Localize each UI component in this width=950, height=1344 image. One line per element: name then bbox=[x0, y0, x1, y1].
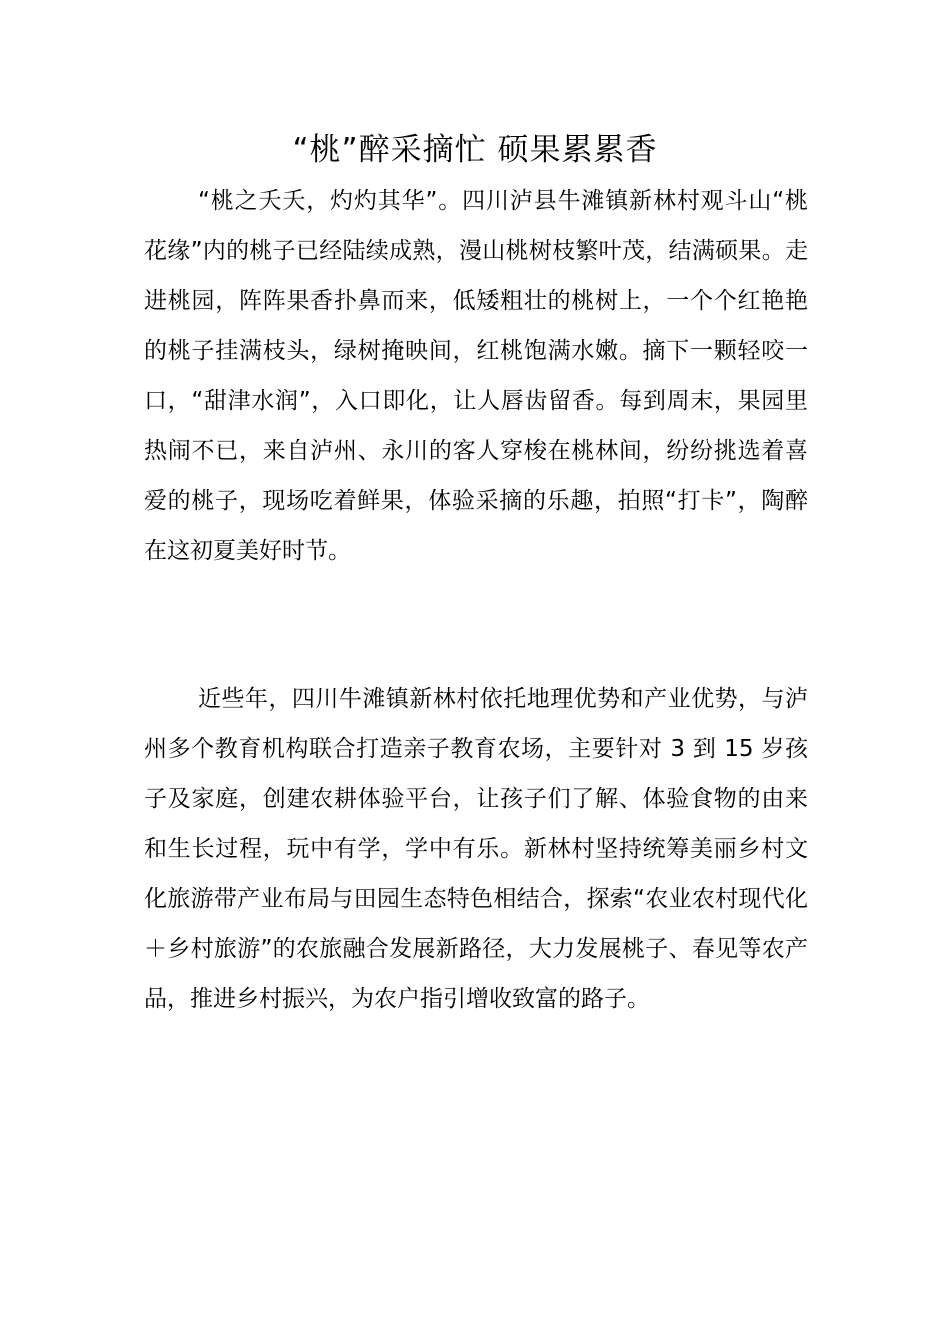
article-title: “桃”醉采摘忙 硕果累累香 bbox=[292, 132, 658, 168]
article-paragraph-1: “桃之夭夭，灼灼其华”。四川泸县牛滩镇新林村观斗山“桃花缘”内的桃子已经陆续成熟，漫山桃树枝繁叶茂，结满硕果。走进桃园，阵阵果香扑鼻而来，低矮粗壮的桃树上，一个个红艳艳的桃子挂满枝头，绿树掩映间，红桃饱满水嫩。摘下一颗轻咬一口，“甜津水润”，入口即化，让人唇齿留香。每到周末，果园里热闹不已，来自泸州、永川的客人穿梭在桃林间，纷纷挑选着喜爱的桃子，现场吃着鲜果，体验采摘的乐趣，拍照“打卡”，陶醉在这初夏美好时节。 bbox=[144, 188, 808, 564]
article-paragraph-2: 近些年，四川牛滩镇新林村依托地理优势和产业优势，与泸州多个教育机构联合打造亲子教育农场，主要针对 3 到 15 岁孩子及家庭，创建农耕体验平台，让孩子们了解、体验食物的由来和生长过程，玩中有学，学中有乐。新林村坚持统筹美丽乡村文化旅游带产业布局与田园生态特色相结合，探索“农业农村现代化＋乡村旅游”的农旅融合发展新路径，大力发展桃子、春见等农产品，推进乡村振兴，为农户指引增收致富的路子。 bbox=[144, 686, 808, 1012]
